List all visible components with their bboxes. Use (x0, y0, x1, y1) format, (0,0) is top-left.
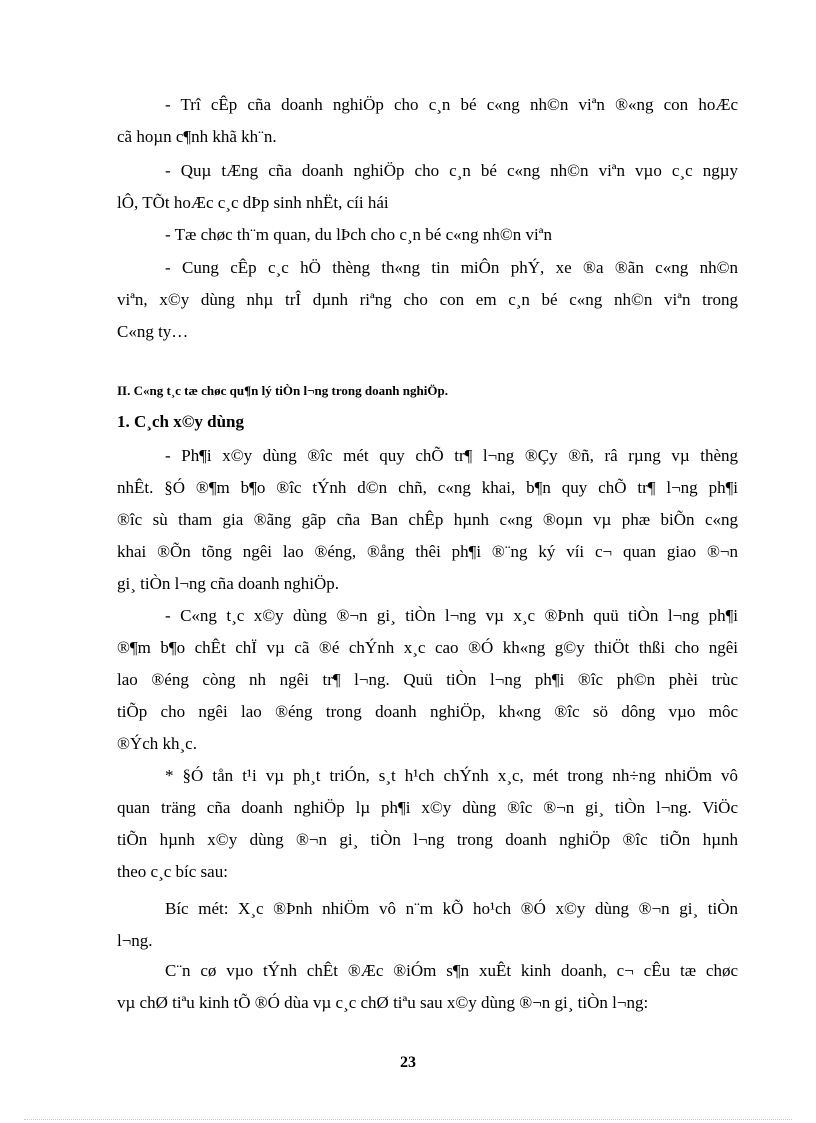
text-line: tiÕn hµnh x©y dùng ®¬n gi¸ tiÒn l¬ng trong doanh nghiÖp ®îc tiÕn hµnh (117, 830, 738, 849)
text-line: ®¶m b¶o chÊt chÏ vµ cã ®é chÝnh x¸c cao ®Ó kh«ng g©y thiÖt thßi cho ngêi (117, 638, 738, 657)
text-line: tiÕp cho ngêi lao ®éng trong doanh nghiÖp, kh«ng ®îc sö dông vµo môc (117, 702, 738, 721)
text-line: nhÊt. §Ó ®¶m b¶o ®îc tÝnh d©n chñ, c«ng khai, b¶n quy chÕ tr¶ l¬ng ph¶i (117, 478, 738, 497)
text-line: - Quµ tÆng cña doanh nghiÖp cho c¸n bé c«ng nh©n viªn vµo c¸c ngµy (165, 161, 738, 180)
text-line: - C«ng t¸c x©y dùng ®¬n gi¸ tiÒn l¬ng vµ x¸c ®Þnh quü tiÒn l¬ng ph¶i (165, 606, 738, 625)
text-line: ®îc sù tham gia ®ãng gãp cña Ban chÊp hµnh c«ng ®oµn vµ phæ biÕn c«ng (117, 510, 738, 529)
bullet-benefit-support (117, 89, 738, 153)
bullet-services (117, 252, 738, 348)
paragraph-wage-rate (117, 600, 738, 760)
page-number: 23 (400, 1054, 416, 1071)
text-line: lÔ, TÕt hoÆc c¸c dÞp sinh nhËt, cíi hái (117, 193, 389, 212)
sub-heading: 1. C¸ch x©y dùng (117, 412, 245, 431)
text-line: gi¸ tiÒn l¬ng cña doanh nghiÖp. (117, 574, 340, 593)
text-line: * §Ó tån t¹i vµ ph¸t triÓn, s¸t h¹ch chÝnh x¸c, mét trong nh÷ng nhiÖm vô (165, 766, 738, 785)
text-line: - Trî cÊp cña doanh nghiÖp cho c¸n bé c«ng nh©n viªn ®«ng con hoÆc (165, 95, 738, 114)
text-line: ®Ých kh¸c. (117, 734, 197, 753)
text-line: quan träng cña doanh nghiÖp lµ ph¶i x©y dùng ®îc ®¬n gi¸ tiÒn l¬ng. ViÖc (117, 798, 738, 817)
paragraph-salary-policy (117, 440, 738, 600)
text-line: Bíc mét: X¸c ®Þnh nhiÖm vô n¨m kÕ ho¹ch ®Ó x©y dùng ®¬n gi¸ tiÒn (165, 899, 738, 918)
text-line: cã hoµn c¶nh khã kh¨n. (117, 127, 277, 146)
text-line: vµ chØ tiªu kinh tÕ ®Ó dùa vµ c¸c chØ tiªu sau x©y dùng ®¬n gi¸ tiÒn l¬ng: (117, 993, 649, 1012)
text-line: C¨n cø vµo tÝnh chÊt ®Æc ®iÓm s¶n xuÊt kinh doanh, c¬ cÊu tæ chøc (165, 961, 738, 980)
bullet-gifts (117, 155, 738, 219)
page-border-divider (24, 1119, 792, 1120)
section-heading: II. C«ng t¸c tæ chøc qu¶n lý tiÒn l¬ng trong doanh nghiÖp. (117, 383, 448, 398)
text-line: khai ®Õn tõng ngêi lao ®éng, ®ång thêi ph¶i ®¨ng ký víi c¬ quan giao ®¬n (117, 542, 738, 561)
text-line: - Ph¶i x©y dùng ®îc mét quy chÕ tr¶ l¬ng ®Çy ®ñ, râ rµng vµ thèng (165, 446, 738, 465)
paragraph-development (117, 760, 738, 888)
paragraph-step-one (117, 893, 738, 957)
bullet-tours (117, 219, 738, 251)
text-line: theo c¸c bíc sau: (117, 862, 228, 881)
text-line: viªn, x©y dùng nhµ trÎ dµnh riªng cho con em c¸n bé c«ng nh©n viªn trong (117, 290, 738, 309)
paragraph-basis (117, 955, 738, 1019)
text-line: - Cung cÊp c¸c hÖ thèng th«ng tin miÔn phÝ, xe ®a ®ãn c«ng nh©n (165, 258, 738, 277)
text-line: C«ng ty… (117, 322, 189, 341)
text-line: lao ®éng còng nh ngêi tr¶ l¬ng. Quü tiÒn l¬ng ph¶i ®îc ph©n phèi trùc (117, 670, 738, 689)
text-line: - Tæ chøc th¨m quan, du lÞch cho c¸n bé c«ng nh©n viªn (165, 225, 552, 244)
text-line: l¬ng. (117, 931, 153, 950)
